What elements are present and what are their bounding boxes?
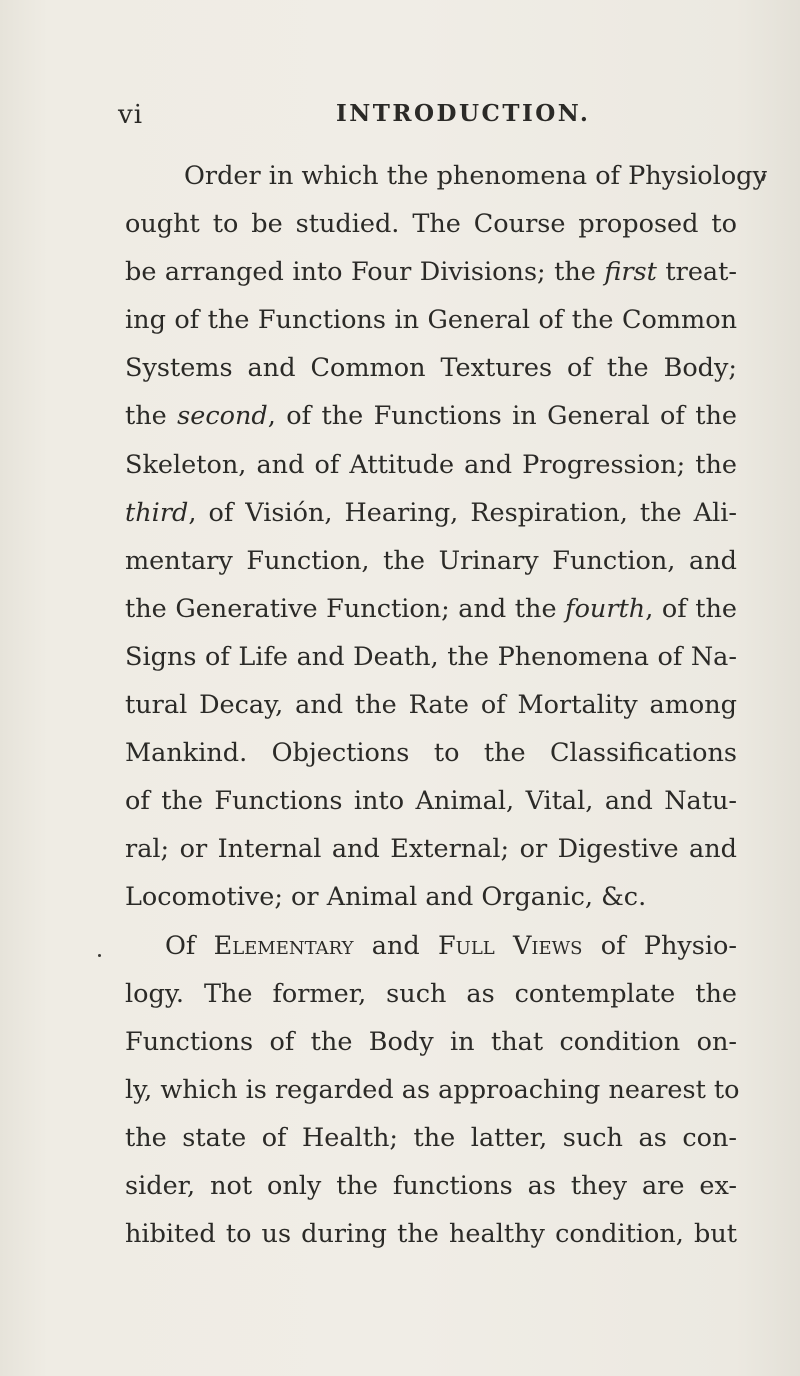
small-caps-word: Full Views xyxy=(437,930,583,961)
text-line: be arranged into Four Divisions; the first treat- xyxy=(125,257,737,288)
text-line: the Generative Function; and the fourth, of the xyxy=(125,593,737,624)
italic-word: first xyxy=(604,257,657,288)
running-title: INTRODUCTION. xyxy=(336,100,591,127)
text-line: Functions of the Body in that condition on- xyxy=(125,1026,737,1057)
text-line: the second, of the Functions in General of the xyxy=(125,401,737,432)
text-line: Skeleton, and of Attitude and Progression; the xyxy=(125,449,737,480)
text-line: Of Elementary and Full Views of Physio- xyxy=(165,930,737,961)
text-line: tural Decay, and the Rate of Mortality among xyxy=(125,690,737,721)
text-line: ly, which is regarded as approaching nearest to xyxy=(125,1074,740,1105)
small-caps-word: Elementary xyxy=(213,930,354,961)
text-line: Mankind. Objections to the Classifications xyxy=(125,738,737,769)
italic-word: fourth xyxy=(565,593,646,624)
text-line: ought to be studied. The Course proposed to xyxy=(125,209,737,240)
running-head xyxy=(118,100,678,140)
text-line: sider, not only the functions as they are ex- xyxy=(125,1170,737,1201)
text-line: of the Functions into Animal, Vital, and Natu- xyxy=(125,786,737,817)
margin-dot xyxy=(98,954,101,957)
text-line: ral; or Internal and External; or Digestive and xyxy=(125,834,737,865)
text-line: Signs of Life and Death, the Phenomena of Na- xyxy=(125,641,737,672)
text-line: Systems and Common Textures of the Body; xyxy=(125,353,737,384)
italic-word: second xyxy=(177,401,268,432)
text-line: hibited to us during the healthy condition, but xyxy=(125,1219,737,1250)
italic-word: third xyxy=(125,497,189,528)
text-line: Order in which the phenomena of Physiology xyxy=(184,161,767,191)
text-line: Locomotive; or Animal and Organic, &c. xyxy=(125,882,647,913)
text-line: third, of Visión, Hearing, Respiration, the Ali- xyxy=(125,497,737,528)
text-line: logy. The former, such as contemplate the xyxy=(125,978,737,1009)
text-line: the state of Health; the latter, such as con- xyxy=(125,1122,737,1153)
text-line: ing of the Functions in General of the Common xyxy=(125,305,737,336)
text-line: mentary Function, the Urinary Function, and xyxy=(125,545,737,576)
page-number: vi xyxy=(118,100,144,130)
body-text xyxy=(125,152,767,1258)
